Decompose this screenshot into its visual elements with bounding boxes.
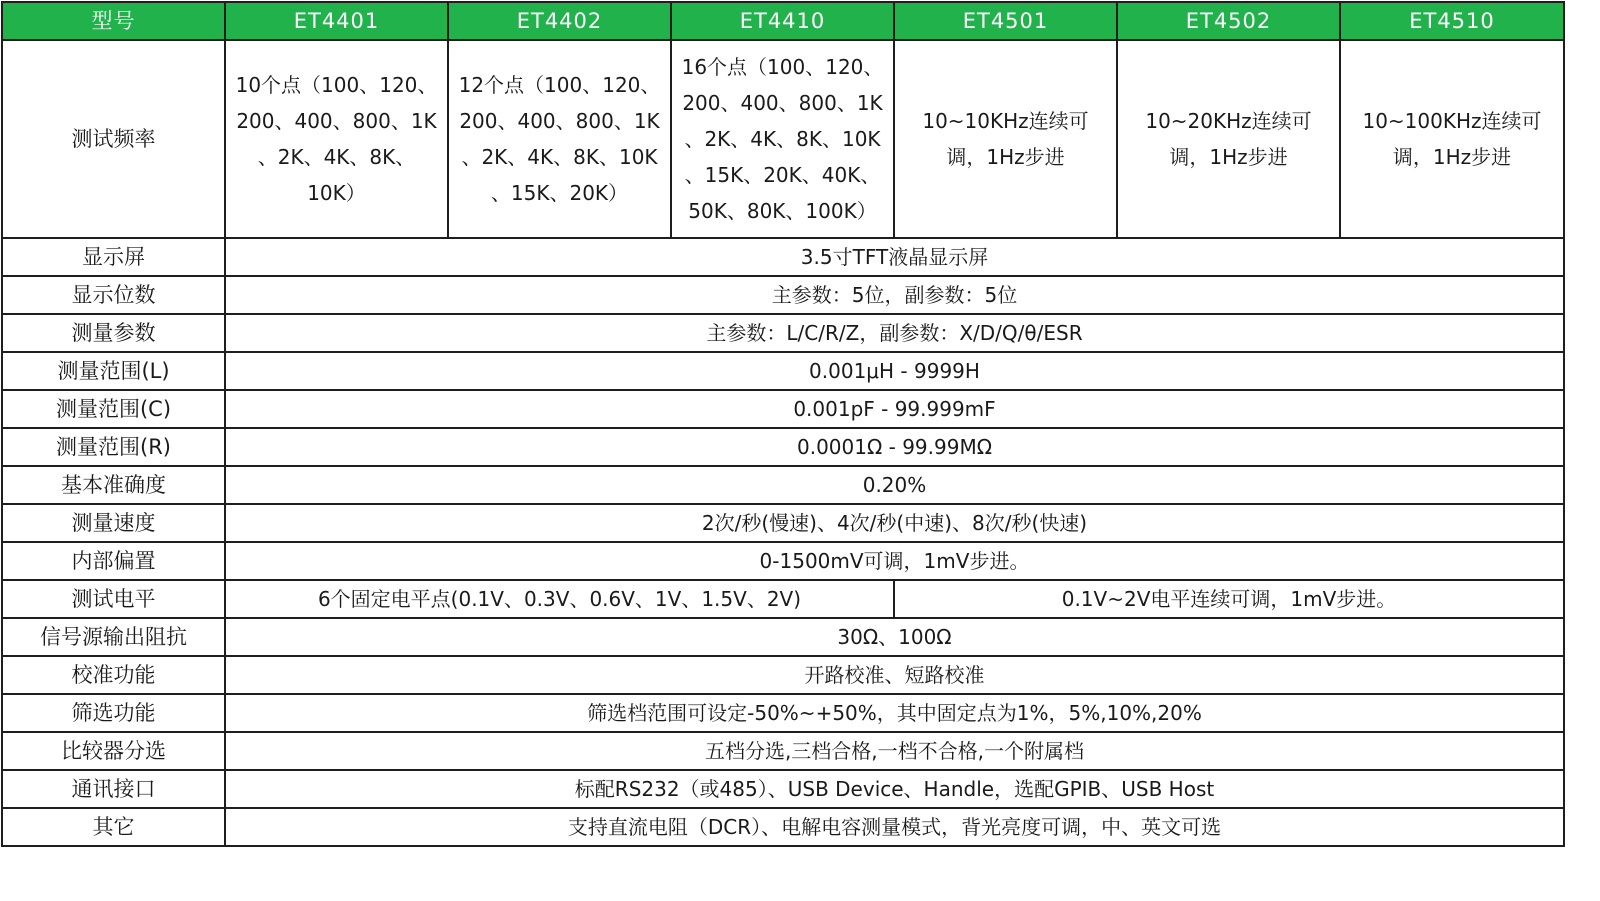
test-level-row [2, 580, 1564, 618]
row-label: 测量参数 [2, 314, 225, 352]
spec-row [2, 466, 1564, 504]
spec-row [2, 770, 1564, 808]
spec-row [2, 428, 1564, 466]
level-continuous-value: 0.1V~2V电平连续可调，1mV步进。 [894, 580, 1564, 618]
spec-row [2, 542, 1564, 580]
spec-row [2, 732, 1564, 770]
model-header-cell: ET4410 [671, 2, 894, 40]
spec-value: 开路校准、短路校准 [225, 656, 1564, 694]
spec-value: 五档分选,三档合格,一档不合格,一个附属档 [225, 732, 1564, 770]
frequency-row [2, 40, 1564, 238]
row-label: 校准功能 [2, 656, 225, 694]
level-fixed-value: 6个固定电平点(0.1V、0.3V、0.6V、1V、1.5V、2V) [225, 580, 894, 618]
spec-value: 3.5寸TFT液晶显示屏 [225, 238, 1564, 276]
spec-row [2, 694, 1564, 732]
frequency-cell: 10~100KHz连续可 调，1Hz步进 [1340, 40, 1564, 238]
frequency-cell: 10~10KHz连续可 调，1Hz步进 [894, 40, 1117, 238]
spec-row [2, 808, 1564, 846]
spec-row [2, 656, 1564, 694]
frequency-cell: 12个点（100、120、 200、400、800、1K 、2K、4K、8K、10K 、15K、20K） [448, 40, 671, 238]
spec-row [2, 618, 1564, 656]
spec-value: 0.0001Ω - 99.99MΩ [225, 428, 1564, 466]
row-label: 信号源输出阻抗 [2, 618, 225, 656]
header-row [2, 2, 1564, 40]
spec-value: 标配RS232（或485）、USB Device、Handle，选配GPIB、USB Host [225, 770, 1564, 808]
row-label: 测量速度 [2, 504, 225, 542]
spec-value: 0.001μH - 9999H [225, 352, 1564, 390]
spec-row [2, 276, 1564, 314]
row-label: 测试电平 [2, 580, 225, 618]
model-header-cell: ET4402 [448, 2, 671, 40]
spec-value: 0.001pF - 99.999mF [225, 390, 1564, 428]
spec-value: 筛选档范围可设定-50%~+50%，其中固定点为1%，5%,10%,20% [225, 694, 1564, 732]
row-label: 显示位数 [2, 276, 225, 314]
spec-row [2, 352, 1564, 390]
model-header-cell: ET4502 [1117, 2, 1340, 40]
row-label: 筛选功能 [2, 694, 225, 732]
row-label: 测试频率 [2, 40, 225, 238]
spec-value: 30Ω、100Ω [225, 618, 1564, 656]
row-label: 显示屏 [2, 238, 225, 276]
spec-table [1, 1, 1565, 847]
spec-value: 主参数：5位，副参数：5位 [225, 276, 1564, 314]
row-label: 基本准确度 [2, 466, 225, 504]
row-label: 测量范围(L) [2, 352, 225, 390]
row-label: 比较器分选 [2, 732, 225, 770]
frequency-cell: 10~20KHz连续可 调，1Hz步进 [1117, 40, 1340, 238]
row-label: 内部偏置 [2, 542, 225, 580]
spec-value: 2次/秒(慢速)、4次/秒(中速)、8次/秒(快速) [225, 504, 1564, 542]
row-label: 其它 [2, 808, 225, 846]
row-label: 测量范围(C) [2, 390, 225, 428]
spec-value: 0-1500mV可调，1mV步进。 [225, 542, 1564, 580]
model-header-cell: ET4510 [1340, 2, 1564, 40]
frequency-cell: 10个点（100、120、 200、400、800、1K 、2K、4K、8K、 10K） [225, 40, 448, 238]
frequency-cell: 16个点（100、120、 200、400、800、1K 、2K、4K、8K、10K 、15K、20K、40K、 50K、80K、100K） [671, 40, 894, 238]
spec-row [2, 238, 1564, 276]
row-label: 测量范围(R) [2, 428, 225, 466]
spec-value: 主参数：L/C/R/Z，副参数：X/D/Q/θ/ESR [225, 314, 1564, 352]
model-header-cell: ET4401 [225, 2, 448, 40]
spec-row [2, 390, 1564, 428]
spec-value: 支持直流电阻（DCR）、电解电容测量模式，背光亮度可调，中、英文可选 [225, 808, 1564, 846]
model-header-cell: ET4501 [894, 2, 1117, 40]
row-label: 通讯接口 [2, 770, 225, 808]
spec-row [2, 504, 1564, 542]
spec-value: 0.20% [225, 466, 1564, 504]
header-label-cell: 型号 [2, 2, 225, 40]
spec-row [2, 314, 1564, 352]
